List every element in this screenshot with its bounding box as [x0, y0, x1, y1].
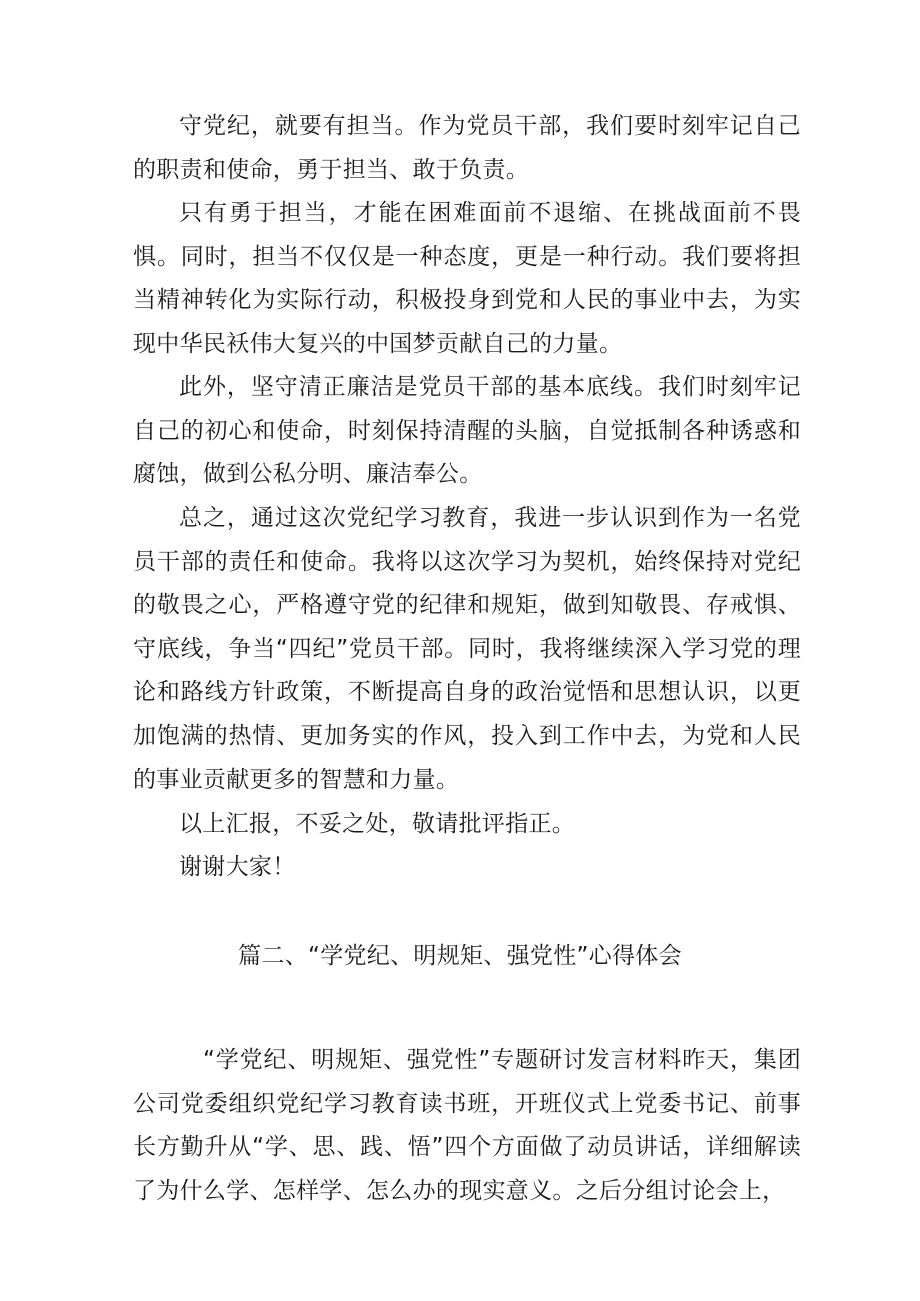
- paragraph-2: 只有勇于担当，才能在困难面前不退缩、在挑战面前不畏惧。同时，担当不仅仅是一种态度，更是一种行动。我们要将担当精神转化为实际行动，积极投身到党和人民的事业中去，为实现中华民袄伟大复兴的中国梦贡献自己的力量。: [133, 200, 801, 357]
- section-heading: 篇二、“学党纪、明规矩、强党性”心得体会: [238, 943, 682, 969]
- paragraph-5: 以上汇报，不妥之处，敬请批评指正。: [179, 811, 576, 837]
- section-paragraph: “学党纪、明规矩、强党性”专题研讨发言材料昨天，集团公司党委组织党纪学习教育读书班，开班仪式上党委书记、前事长方勤升从“学、思、践、悟”四个方面做了动员讲话，详细解读了为什么学、怎样学、怎么办的现实意义。之后分组讨论会上，: [133, 1047, 801, 1204]
- paragraph-4: 总之，通过这次党纪学习教育，我进一步认识到作为一名党员干部的责任和使命。我将以这次学习为契机，始终保持对党纪的敬畏之心，严格遵守党的纪律和规矩，做到知敬畏、存戒惧、守底线，争当“四纪”党员干部。同时，我将继续深入学习党的理论和路线方针政策，不断提高自身的政治觉悟和思想认识，以更加饱满的热情、更加务实的作风，投入到工作中去，为党和人民的事业贡献更多的智慧和力量。: [133, 505, 801, 793]
- paragraph-3: 此外，坚守清正廉洁是党员干部的基本底线。我们时刻牢记自己的初心和使命，时刻保持清醒的头脑，自觉抵制各种诱惑和腐蚀，做到公私分明、廉洁奉公。: [133, 374, 801, 488]
- paragraph-1: 守党纪，就要有担当。作为党员干部，我们要时刻牢记自己的职责和使命，勇于担当、敢于负责。: [133, 113, 801, 183]
- paragraph-6: 谢谢大家！: [179, 854, 296, 880]
